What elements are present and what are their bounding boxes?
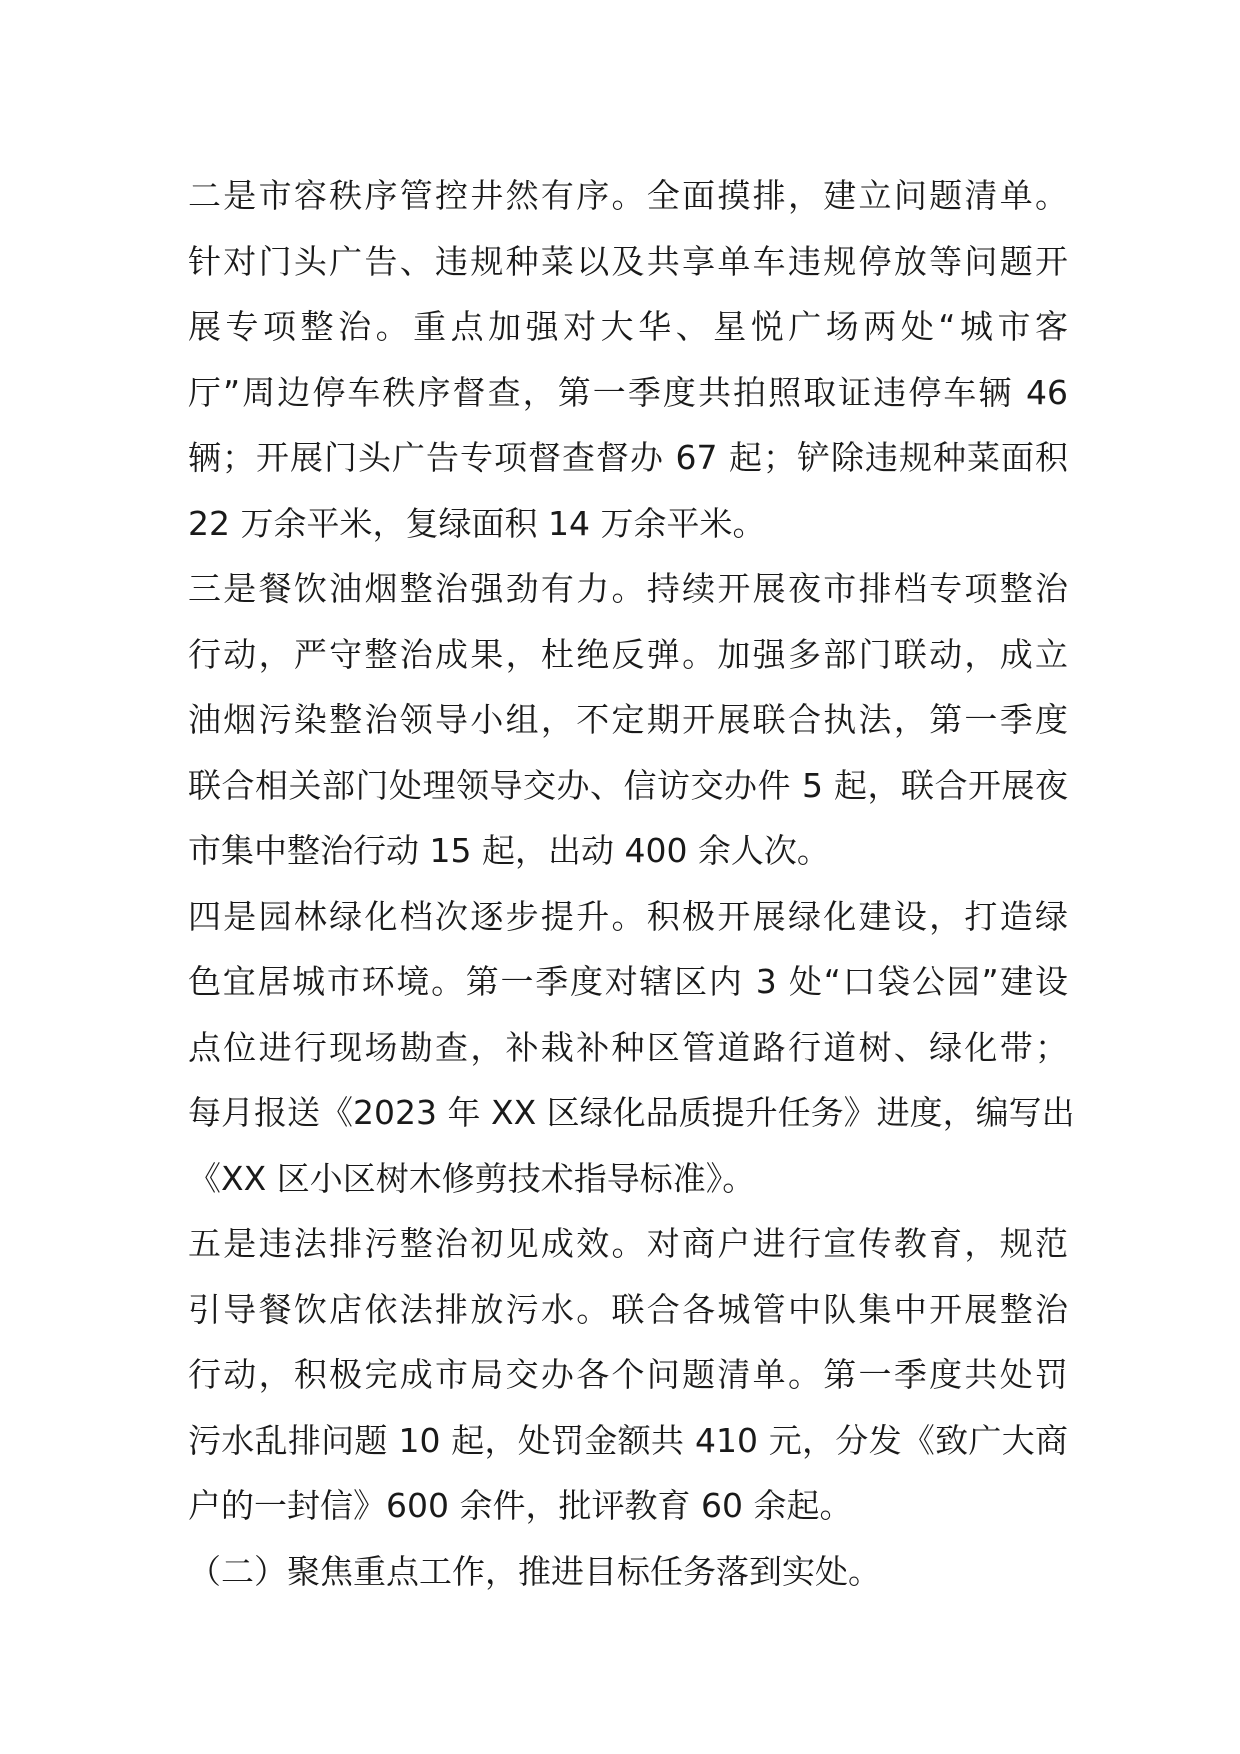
text-line: 色宜居城市环境。第一季度对辖区内 3 处“口袋公园”建设 [188,962,1068,1001]
paragraph-city-appearance [188,163,1068,556]
text-line: 四是园林绿化档次逐步提升。积极开展绿化建设，打造绿 [188,896,1068,936]
text-line: 展专项整治。重点加强对大华、星悦广场两处“城市客 [188,307,1068,346]
section-heading [188,1539,1068,1605]
text-line: 污水乱排问题 10 起，处罚金额共 410 元，分发《致广大商 [188,1420,1068,1460]
document-body [188,163,1075,1604]
text-line: 户的一封信》600 余件，批评教育 60 余起。 [188,1486,853,1525]
text-line: 引导餐饮店依法排放污水。联合各城管中队集中开展整治 [188,1289,1068,1329]
text-line: 点位进行现场勘查，补栽补种区管道路行道树、绿化带； [188,1027,1068,1067]
text-line: 二是市容秩序管控井然有序。全面摸排，建立问题清单。 [188,176,1068,215]
text-line: 五是违法排污整治初见成效。对商户进行宣传教育，规范 [188,1224,1068,1263]
text-line: 三是餐饮油烟整治强劲有力。持续开展夜市排档专项整治 [188,569,1068,608]
paragraph-sewage [188,1211,1068,1539]
text-line: 每月报送《2023 年 XX 区绿化品质提升任务》进度，编写出 [188,1093,1075,1132]
paragraph-landscaping [188,884,1075,1212]
text-line: 22 万余平米，复绿面积 14 万余平米。 [188,503,766,543]
text-line: （二）聚焦重点工作，推进目标任务落到实处。 [188,1551,881,1591]
paragraph-cooking-fume [188,556,1068,884]
text-line: 针对门头广告、违规种菜以及共享单车违规停放等问题开 [188,241,1068,281]
text-line: 行动，严守整治成果，杜绝反弹。加强多部门联动，成立 [188,634,1068,674]
text-line: 联合相关部门处理领导交办、信访交办件 5 起，联合开展夜 [188,765,1068,805]
text-line: 《XX 区小区树木修剪技术指导标准》。 [188,1158,756,1198]
text-line: 辆；开展门头广告专项督查督办 67 起；铲除违规种菜面积 [188,438,1068,477]
text-line: 油烟污染整治领导小组，不定期开展联合执法，第一季度 [188,700,1068,739]
text-line: 厅”周边停车秩序督查，第一季度共拍照取证违停车辆 46 [188,372,1068,412]
text-line: 行动，积极完成市局交办各个问题清单。第一季度共处罚 [188,1355,1068,1394]
text-line: 市集中整治行动 15 起，出动 400 余人次。 [188,831,830,870]
